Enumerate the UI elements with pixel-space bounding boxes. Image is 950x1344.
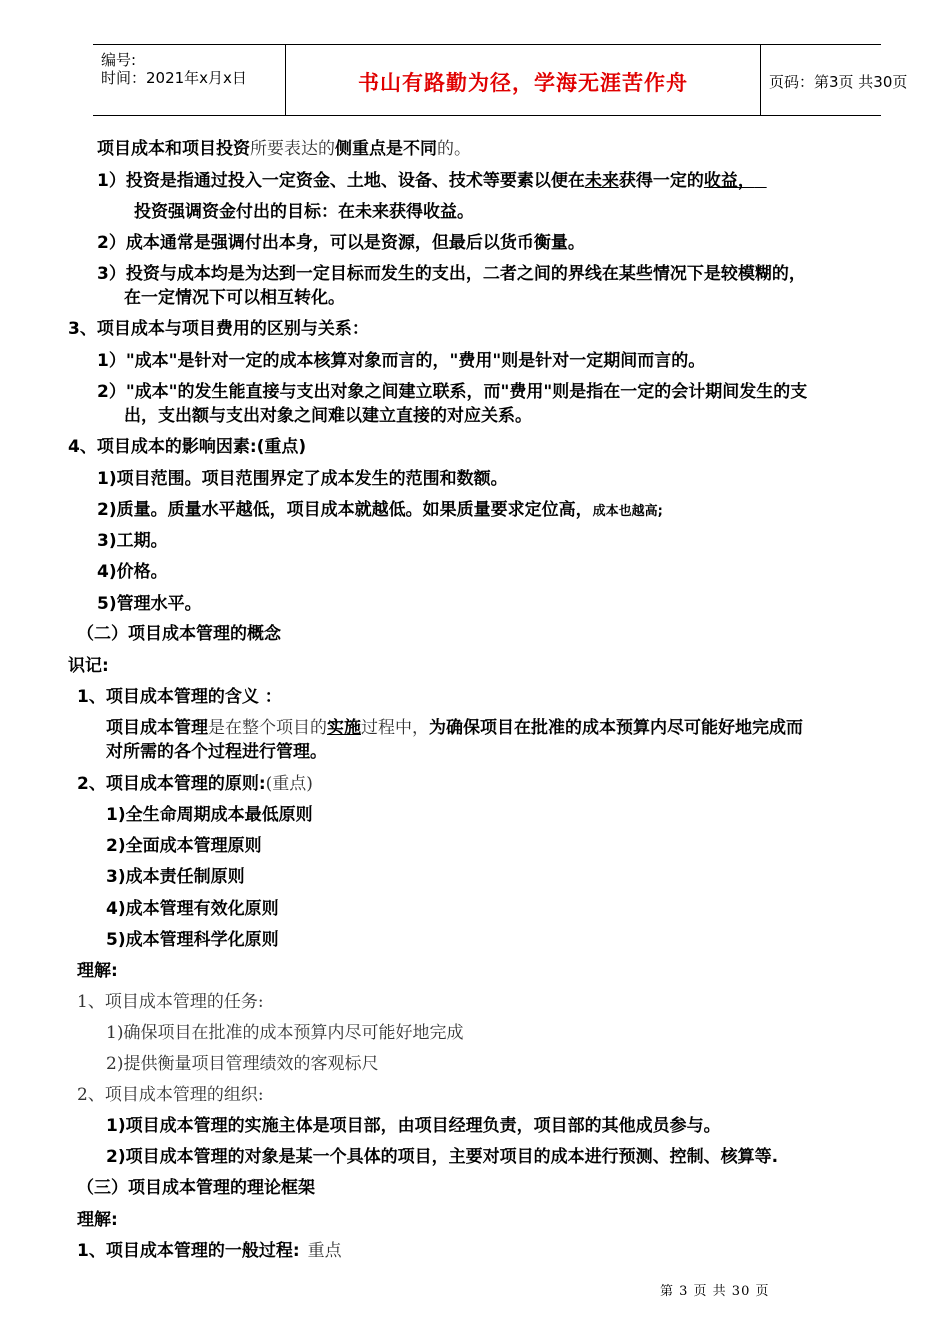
section-3-title: 3、项目成本与项目费用的区别与关系： [68,319,369,339]
intro-line [97,138,471,160]
page-info: 页码：第3页 共30页 [769,73,908,91]
investment-point-2: 2）成本通常是强调付出本身，可以是资源，但最后以货币衡量。 [97,233,585,253]
organization-item: 2)项目成本管理的对象是某一个具体的项目，主要对项目的成本进行预测、控制、核算等. [106,1147,779,1167]
inv-p1-underline-tail [755,171,767,191]
investment-point-1-sub: 投资强调资金付出的目标：在未来获得收益。 [134,202,474,222]
section-3-point-1: 1）"成本"是针对一定的成本核算对象而言的，"费用"则是针对一定期间而言的。 [97,351,706,371]
inv-p1-c: 获得一定的 [618,171,704,191]
intro-d: 的。 [437,139,471,159]
section-3-point-2-line1: 2）"成本"的发生能直接与支出对象之间建立联系，而"费用"则是指在一定的会计期间发生的支 [97,382,808,402]
intro-c: 侧重点是不同 [335,139,437,159]
principle-item: 4)成本管理有效化原则 [106,899,279,919]
task-item: 2)提供衡量项目管理绩效的客观标尺 [106,1054,379,1074]
header-page-cell [760,45,908,115]
motto: 书山有路勤为径，学海无涯苦作舟 [358,71,688,95]
meaning-b: 是在整个项目的 [208,718,327,738]
principles-title [77,773,313,795]
meaning-line1 [106,717,803,739]
inv-p1-income: 收益， [703,171,755,191]
principle-item: 1)全生命周期成本最低原则 [106,805,313,825]
meaning-a: 项目成本管理 [106,718,208,738]
principle-item: 2)全面成本管理原则 [106,836,262,856]
header-motto-cell [285,45,761,115]
number-label: 编号: [101,51,137,69]
section-4-title: 4、项目成本的影响因素:(重点) [68,437,307,457]
page-header [93,44,908,116]
principle-item: 3)成本责任制原则 [106,867,245,887]
understand-label: 理解: [77,961,118,981]
section-3-heading: （三）项目成本管理的理论框架 [77,1178,315,1198]
investment-point-1 [97,170,767,192]
factor-item: 1)项目范围。项目范围界定了成本发生的范围和数额。 [97,469,508,489]
tasks-title: 1、项目成本管理的任务: [77,992,264,1012]
intro-b: 所要表达的 [250,139,335,159]
investment-point-3-line2: 在一定情况下可以相互转化。 [124,288,345,308]
organization-title: 2、项目成本管理的组织: [77,1085,264,1105]
principles-title-text: 2、项目成本管理的原则: [77,774,266,794]
organization-item: 1)项目成本管理的实施主体是项目部，由项目经理负责，项目部的其他成员参与。 [106,1116,721,1136]
principle-item: 5)成本管理科学化原则 [106,930,279,950]
meaning-line2: 对所需的各个过程进行管理。 [106,742,327,762]
factor-item: 3)工期。 [97,531,168,551]
factor-item: 4)价格。 [97,562,168,582]
section-3-point-2-line2: 出，支出额与支出对象之间难以建立直接的对应关系。 [124,406,532,426]
header-meta-cell [93,45,285,115]
general-process-line [77,1240,342,1262]
recall-label: 识记: [68,656,109,676]
meaning-title: 1、项目成本管理的含义 ： [77,687,282,707]
investment-point-3-line1: 3）投资与成本均是为达到一定目标而发生的支出，二者之间的界线在某些情况下是较模糊的， [97,264,806,284]
page-footer: 第 3 页 共 30 页 [660,1284,770,1299]
understand-label-2: 理解: [77,1210,118,1230]
meaning-implement: 实施 [327,718,361,738]
meaning-d: 过程中， [361,718,429,738]
meaning-e: 为确保项目在批准的成本预算内尽可能好地完成而 [429,718,803,738]
general-process-tag: 重点 [307,1241,342,1261]
factor-item-2-text: 2)质量。质量水平越低，项目成本就越低。如果质量要求定位高， [97,500,593,520]
inv-p1-future: 未来 [584,171,619,191]
task-item: 1)确保项目在批准的成本预算内尽可能好地完成 [106,1023,464,1043]
factor-item [97,499,663,523]
factor-item-2-tail: 成本也越高; [592,504,663,519]
principles-tag: (重点) [265,774,313,794]
inv-p1-a: 1）投资是指通过投入一定资金、土地、设备、技术等要素以便在 [97,171,585,191]
time-label: 时间：2021年x月x日 [101,69,247,87]
general-process-text: 1、项目成本管理的一般过程: [77,1241,300,1261]
section-2-heading: （二）项目成本管理的概念 [77,624,281,644]
factor-item: 5)管理水平。 [97,594,202,614]
intro-a: 项目成本和项目投资 [97,139,250,159]
